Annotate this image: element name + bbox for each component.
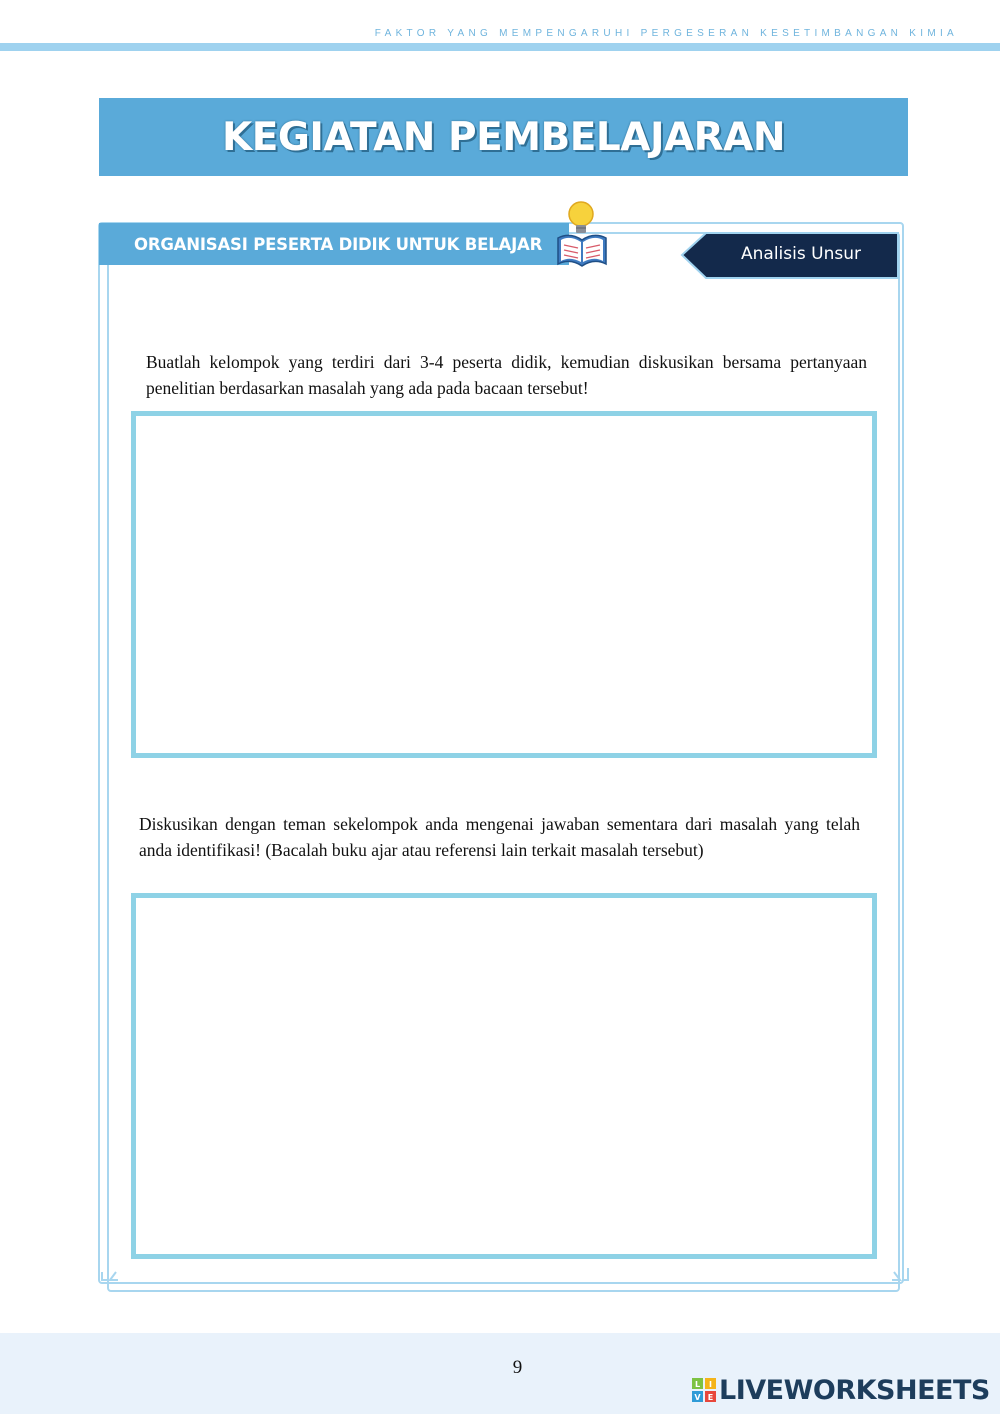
- liveworksheets-logo-icon: [692, 1378, 716, 1402]
- page-title: KEGIATAN PEMBELAJARAN: [222, 114, 785, 160]
- svg-text:I: I: [709, 1380, 712, 1389]
- task-1-instruction: Buatlah kelompok yang terdiri dari 3-4 peserta didik, kemudian diskusikan bersama pertanyaan penelitian berdasarkan masalah yang ada pada bacaan tersebut!: [146, 351, 867, 398]
- frame-bottom-decoration: [100, 1266, 910, 1296]
- liveworksheets-wordmark: LIVEWORKSHEETS: [719, 1374, 990, 1406]
- task-1-answer-box[interactable]: [131, 411, 877, 758]
- svg-text:E: E: [707, 1393, 714, 1402]
- header-rule: [0, 43, 1000, 51]
- lightbulb-book-icon: [554, 198, 610, 268]
- page-number: 9: [512, 1357, 523, 1378]
- task-2-answer-box[interactable]: [131, 893, 877, 1259]
- task-2-instruction: Diskusikan dengan teman sekelompok anda mengenai jawaban sementara dari masalah yang telah anda identifikasi! (Bacalah buku ajar atau referensi lain terkait masalah tersebut): [139, 813, 860, 860]
- section-tab: [99, 223, 569, 265]
- svg-text:L: L: [694, 1380, 701, 1389]
- running-header: FAKTOR YANG MEMPENGARUHI PERGESERAN KESETIMBANGAN KIMIA: [374, 28, 958, 39]
- svg-text:V: V: [694, 1393, 701, 1402]
- analisis-tag-label: Analisis Unsur: [741, 244, 861, 264]
- section-title: ORGANISASI PESERTA DIDIK UNTUK BELAJAR: [134, 234, 543, 254]
- title-banner: [99, 98, 908, 176]
- liveworksheets-brand[interactable]: [692, 1373, 990, 1407]
